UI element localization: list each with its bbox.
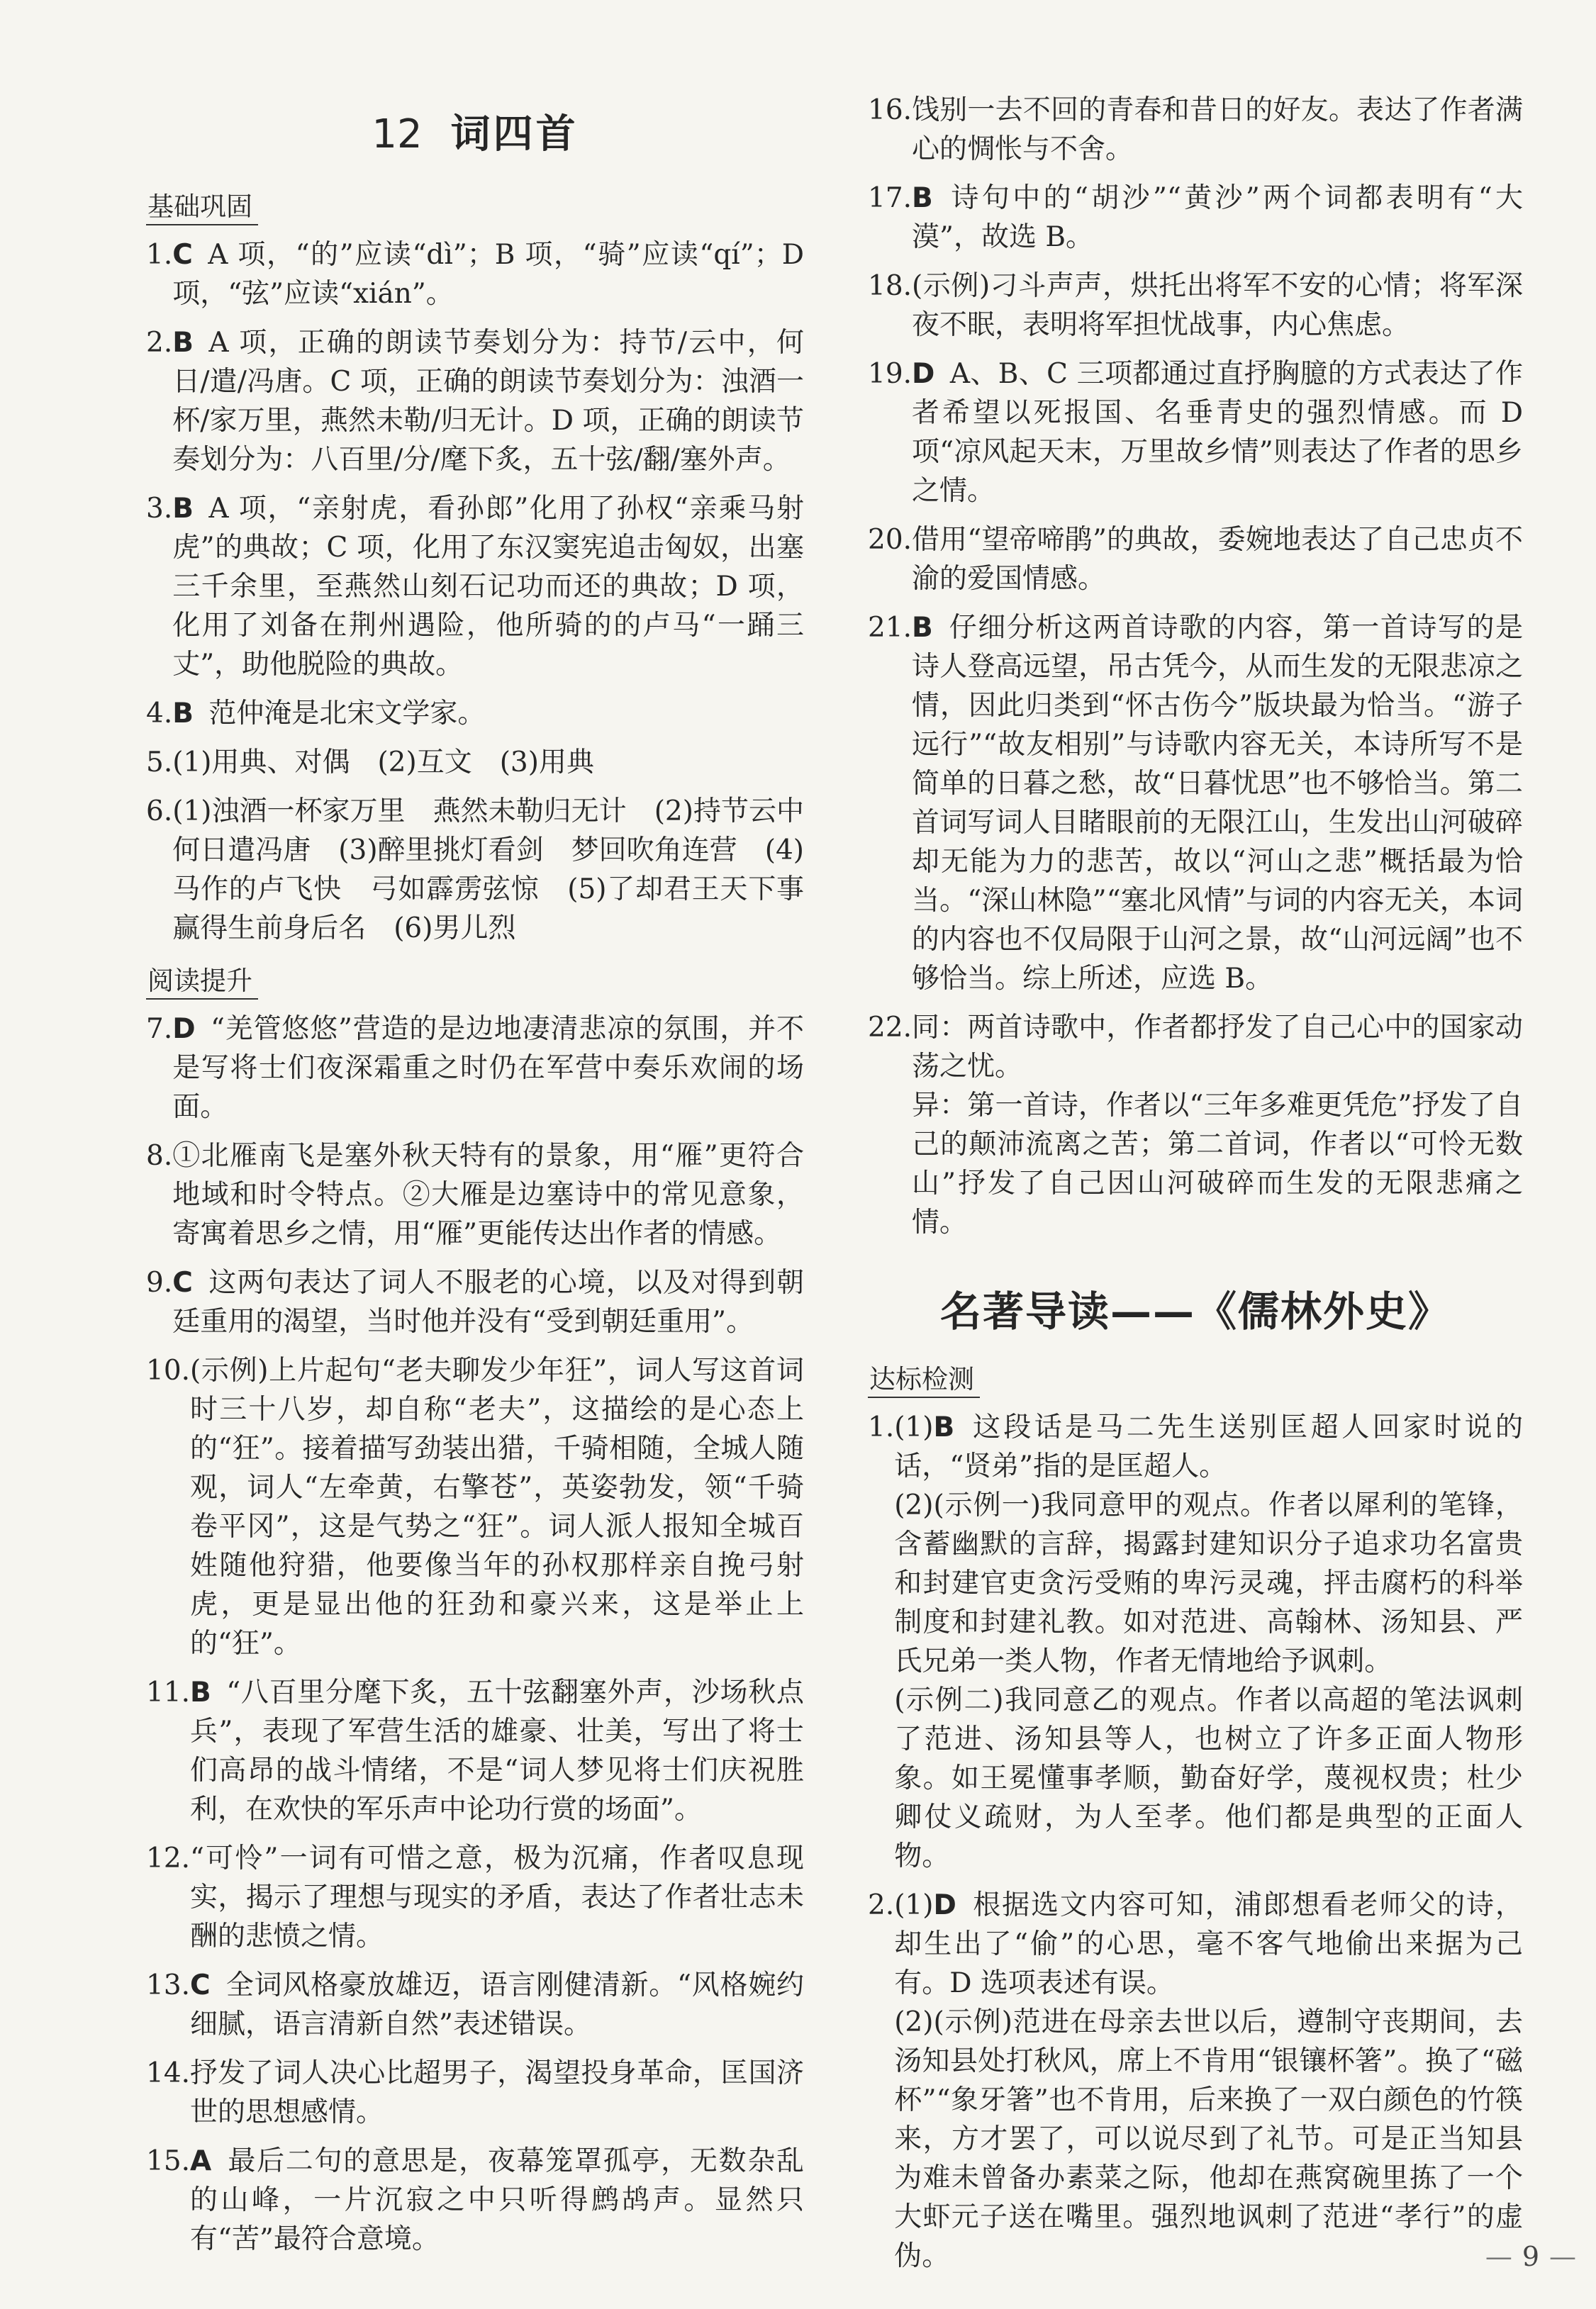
item-text: 这段话是马二先生送别匡超人回家时说的话，“贤弟”指的是匡超人。 [894, 1411, 1523, 1482]
item-number: 22. [868, 1012, 913, 1044]
item-number: 7. [146, 1013, 173, 1045]
classic-reading-title: 名著导读——《儒林外史》 [939, 1287, 1451, 1336]
answer-item-18 [868, 267, 1523, 345]
item-paragraph: (2)(示例)范进在母亲去世以后，遵制守丧期间，去汤知县处打秋风，席上不肯用“银镶杯箸”。换了“磁杯”“象牙箸”也不肯用，后来换了一双白颜色的竹筷来，方才罢了，可以说尽到了礼节。可是正当知县为难未曾备办素菜之际，他却在燕窝碗里拣了一个大虾元子送在嘴里。强烈地讽刺了范进“孝行”的虚伪。 [894, 2006, 1523, 2272]
answer-item-15 [146, 2142, 804, 2259]
left-column [146, 106, 832, 2269]
answer-letter: B [912, 182, 933, 214]
item-number: 17. [868, 182, 913, 214]
item-body [172, 323, 804, 479]
answer-item-17 [868, 179, 1523, 257]
item-number: 21. [868, 612, 913, 644]
item-number: 8. [146, 1140, 173, 1172]
item-body [190, 1839, 804, 1956]
answer-letter: C [172, 1267, 193, 1299]
item-number: 5. [146, 747, 173, 778]
item-body [912, 608, 1523, 998]
item-body [912, 179, 1523, 257]
answer-item-2 [146, 323, 804, 479]
item-text: 抒发了词人决心比超男子，渴望投身革命，匡国济世的思想感情。 [190, 2057, 804, 2128]
item-text: 同：两首诗歌中，作者都抒发了自己心中的国家动荡之忧。 [912, 1012, 1523, 1083]
answer-letter: D [912, 358, 935, 390]
answer-item-11 [146, 1673, 804, 1829]
item-text: “羌管悠悠”营造的是边地凄清悲凉的氛围，并不是写将士们夜深霜重之时仍在军营中奏乐欢闹的场面。 [172, 1013, 804, 1123]
item-body [912, 520, 1523, 598]
page-number-dash-left: — [1485, 2241, 1512, 2272]
item-body [912, 354, 1523, 510]
item-number: 12. [146, 1843, 191, 1874]
answer-item-22 [868, 1008, 1523, 1242]
lesson-title [146, 106, 804, 163]
item-number: 13. [146, 1969, 191, 2001]
item-body [912, 267, 1523, 345]
item-number: 18. [868, 270, 913, 302]
answer-item-7 [146, 1010, 804, 1126]
item-text: 诗句中的“胡沙”“黄沙”两个词都表明有“大漠”，故选 B。 [912, 182, 1523, 253]
item-number: 19. [868, 358, 913, 390]
sub-question-label: (1) [894, 1411, 934, 1443]
section-header-reading: 阅读提升 [146, 965, 258, 1000]
item-body [912, 1008, 1523, 1242]
item-body [172, 694, 804, 733]
item-body [894, 1408, 1523, 1876]
answer-item-10 [146, 1351, 804, 1663]
answer-letter: D [172, 1013, 196, 1045]
answer-letter: C [172, 239, 193, 271]
item-body [172, 1263, 804, 1341]
item-body [190, 1351, 804, 1663]
classic-item-2 [868, 1886, 1523, 2276]
page-number [1475, 2239, 1586, 2274]
answer-item-4 [146, 694, 804, 733]
answer-item-21 [868, 608, 1523, 998]
item-number: 6. [146, 795, 173, 827]
item-text: A 项，“的”应读“dì”；B 项，“骑”应读“qí”；D 项，“弦”应读“xián”。 [172, 239, 804, 310]
item-text: 根据选文内容可知，浦郎想看老师父的诗，却生出了“偷”的心思，毫不客气地偷出来据为己有。D 选项表述有误。 [894, 1889, 1523, 1999]
answer-item-20 [868, 520, 1523, 598]
answer-letter: B [190, 1677, 211, 1709]
right-column [868, 91, 1523, 2286]
classic-item-1 [868, 1408, 1523, 1876]
answer-item-1 [146, 235, 804, 313]
answer-letter: B [933, 1411, 955, 1443]
item-text: (示例)刁斗声声，烘托出将军不安的心情；将军深夜不眠，表明将军担忧战事，内心焦虑。 [912, 270, 1523, 341]
item-body [172, 743, 804, 782]
item-number: 1. [146, 239, 173, 271]
item-text: (1)用典、对偶 (2)互文 (3)用典 [172, 747, 594, 778]
section-header-basic: 基础巩固 [146, 191, 258, 225]
item-text: A 项，正确的朗读节奏划分为：持节/云中，何日/遣/冯唐。C 项，正确的朗读节奏划分为：浊酒一杯/家万里，燕然未勒/归无计。D 项，正确的朗读节奏划分为：八百里/分/麾下炙，五十弦/翻/塞外声。 [172, 327, 804, 476]
answer-letter: C [190, 1969, 211, 2001]
item-text: A 项，“亲射虎，看孙郎”化用了孙权“亲乘马射虎”的典故；C 项，化用了东汉窦宪追击匈奴，出塞三千余里，至燕然山刻石记功而还的典故；D 项，化用了刘备在荆州遇险，他所骑的的卢马“一踊三丈”，助他脱险的典故。 [172, 493, 804, 681]
item-first-paragraph [894, 1886, 1523, 2003]
item-body [190, 1966, 804, 2044]
item-text: 这两句表达了词人不服老的心境，以及对得到朝廷重用的渴望，当时他并没有“受到朝廷重用”。 [172, 1267, 804, 1338]
item-number: 16. [868, 94, 913, 126]
item-body [912, 91, 1523, 169]
item-body [172, 1136, 804, 1253]
item-body [172, 489, 804, 684]
answer-item-19 [868, 354, 1523, 510]
item-text: 最后二句的意思是，夜幕笼罩孤亭，无数杂乱的山峰，一片沉寂之中只听得鹧鸪声。显然只有“苦”最符合意境。 [190, 2145, 804, 2255]
answer-item-8 [146, 1136, 804, 1253]
item-body [894, 1886, 1523, 2276]
item-number: 2. [868, 1889, 895, 1921]
item-number: 3. [146, 493, 173, 525]
item-text: 饯别一去不回的青春和昔日的好友。表达了作者满心的惆怅与不舍。 [912, 94, 1523, 165]
item-first-paragraph [894, 1408, 1523, 1486]
item-text: 全词风格豪放雄迈，语言刚健清新。“风格婉约细腻，语言清新自然”表述错误。 [190, 1969, 804, 2040]
item-text: “可怜”一词有可惜之意，极为沉痛，作者叹息现实，揭示了理想与现实的矛盾，表达了作者壮志未酬的悲愤之情。 [190, 1843, 804, 1952]
item-number: 10. [146, 1355, 191, 1387]
item-body [172, 792, 832, 948]
item-text: (1)浊酒一杯家万里 燕然未勒归无计 (2)持节云中何日遣冯唐 (3)醉里挑灯看剑 梦回吹角连营 (4)马作的卢飞快 弓如霹雳弦惊 (5)了却君王天下事 赢得生前身后名 (6)男儿烈 [172, 795, 832, 944]
answer-letter: B [172, 698, 194, 729]
item-body [172, 235, 804, 313]
item-text: A、B、C 三项都通过直抒胸臆的方式表达了作者希望以死报国、名垂青史的强烈情感。而 D 项“凉风起天末，万里故乡情”则表达了作者的思乡之情。 [912, 358, 1523, 507]
answer-item-12 [146, 1839, 804, 1956]
answer-item-6 [146, 792, 832, 948]
item-text: 借用“望帝啼鹃”的典故，委婉地表达了自己忠贞不渝的爱国情感。 [912, 524, 1523, 595]
answer-item-13 [146, 1966, 804, 2044]
answer-item-9 [146, 1263, 804, 1341]
item-number: 2. [146, 327, 173, 359]
answer-letter: B [172, 327, 194, 359]
item-number: 20. [868, 524, 913, 556]
item-number: 9. [146, 1267, 173, 1299]
item-body [190, 2142, 804, 2259]
item-text: 范仲淹是北宋文学家。 [208, 698, 486, 729]
lesson-number: 12 [372, 111, 423, 157]
item-number: 1. [868, 1411, 895, 1443]
sub-question-label: (1) [894, 1889, 934, 1921]
item-text: 仔细分析这两首诗歌的内容，第一首诗写的是诗人登高远望，吊古凭今，从而生发的无限悲凉之情，因此归类到“怀古伤今”版块最为恰当。“游子远行”“故友相别”与诗歌内容无关，本诗所写不是简单的日暮之愁，故“日暮忧思”也不够恰当。第二首词写词人目睹眼前的无限江山，生发出山河破碎却无能为力的悲苦，故以“河山之悲”概括最为恰当。“深山林隐”“塞北风情”与词的内容无关，本词的内容也不仅局限于山河之景，故“山河远阔”也不够恰当。综上所述，应选 B。 [912, 612, 1523, 995]
item-text: (示例)上片起句“老夫聊发少年狂”，词人写这首词时三十八岁，却自称“老夫”，这描绘的是心态上的“狂”。接着描写劲装出猎，千骑相随，全城人随观，词人“左牵黄，右擎苍”，英姿勃发，领“千骑卷平冈”，这是气势之“狂”。词人派人报知全城百姓随他狩猎，他要像当年的孙权那样亲自挽弓射虎，更是显出他的狂劲和豪兴来，这是举止上的“狂”。 [190, 1355, 804, 1660]
item-paragraph: (示例二)我同意乙的观点。作者以高超的笔法讽刺了范进、汤知县等人，也树立了许多正面人物形象。如王冕懂事孝顺，勤奋好学，蔑视权贵；杜少卿仗义疏财，为人至孝。他们都是典型的正面人物。 [894, 1684, 1523, 1872]
answer-letter: B [172, 493, 194, 525]
lesson-name: 词四首 [450, 111, 579, 157]
page-number-dash-right: — [1549, 2241, 1576, 2272]
item-number: 11. [146, 1677, 191, 1709]
answer-item-14 [146, 2054, 804, 2132]
item-text: ①北雁南飞是塞外秋天特有的景象，用“雁”更符合地域和时令特点。②大雁是边塞诗中的常见意象，寄寓着思乡之情，用“雁”更能传达出作者的情感。 [172, 1140, 804, 1250]
item-body [190, 1673, 804, 1829]
item-body [172, 1010, 804, 1126]
item-number: 4. [146, 698, 173, 729]
answer-item-5 [146, 743, 804, 782]
answer-letter: B [912, 612, 933, 644]
item-paragraph: (2)(示例一)我同意甲的观点。作者以犀利的笔锋，含蓄幽默的言辞，揭露封建知识分子追求功名富贵和封建官吏贪污受贿的卑污灵魂，抨击腐朽的科举制度和封建礼教。如对范进、高翰林、汤知县、严氏兄弟一类人物，作者无情地给予讽刺。 [894, 1489, 1523, 1677]
item-text: “八百里分麾下炙，五十弦翻塞外声，沙场秋点兵”，表现了军营生活的雄豪、壮美，写出了将士们高昂的战斗情绪，不是“词人梦见将士们庆祝胜利，在欢快的军乐声中论功行赏的场面”。 [190, 1677, 804, 1826]
answer-letter: A [190, 2145, 212, 2177]
item-body [190, 2054, 804, 2132]
page-number-value: 9 [1522, 2241, 1539, 2272]
item-paragraph: 异：第一首诗，作者以“三年多难更凭危”抒发了自己的颠沛流离之苦；第二首词，作者以“可怜无数山”抒发了自己因山河破碎而生发的无限悲痛之情。 [912, 1090, 1523, 1239]
section-header-test: 达标检测 [868, 1363, 980, 1398]
answer-item-16 [868, 91, 1523, 169]
item-number: 14. [146, 2057, 191, 2089]
answer-item-3 [146, 489, 804, 684]
answer-letter: D [933, 1889, 956, 1921]
item-number: 15. [146, 2145, 191, 2177]
